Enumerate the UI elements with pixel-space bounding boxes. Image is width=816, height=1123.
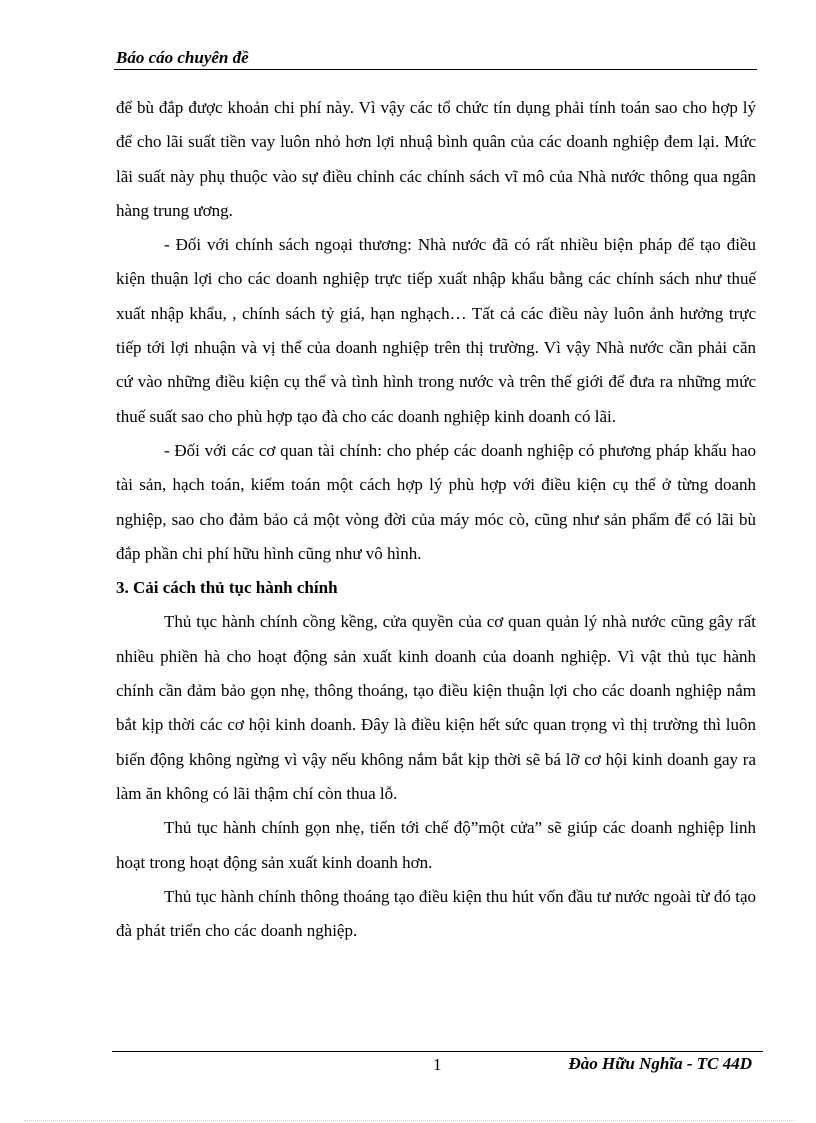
section-heading: 3. Cải cách thủ tục hành chính bbox=[116, 578, 338, 598]
document-body bbox=[116, 91, 756, 948]
header-divider bbox=[114, 69, 757, 70]
page-edge bbox=[24, 1120, 794, 1121]
footer-divider bbox=[112, 1051, 763, 1052]
section-paragraph-2: Thủ tục hành chính gọn nhẹ, tiến tới chế độ”một cửa” sẽ giúp các doanh nghiệp linh hoạt trong hoạt động sản xuất kinh doanh hơn. bbox=[116, 818, 756, 872]
running-header: Báo cáo chuyên đề bbox=[116, 48, 249, 67]
footer-author: Đào Hữu Nghĩa - TC 44D bbox=[568, 1054, 752, 1073]
body-paragraph-foreign-trade: - Đối với chính sách ngoại thương: Nhà nước đã có rất nhiều biện pháp để tạo điều kiện thuận lợi cho các doanh nghiệp trực tiếp xuất nhập khẩu bằng các chính sách như thuế xuất nhập khẩu, , chính sách tỷ giá, hạn nghạch… Tất cả các điều này luôn ảnh hưởng trực tiếp tới lợi nhuận và vị thế của doanh nghiệp trên thị trường. Vì vậy Nhà nước cần phải căn cứ vào những điều kiện cụ thể và tình hình trong nước và trên thế giới để đưa ra những mức thuế suất sao cho phù hợp tạo đà cho các doanh nghiệp kinh doanh có lãi. bbox=[116, 235, 756, 426]
section-paragraph-1: Thủ tục hành chính cồng kềng, cửa quyền của cơ quan quản lý nhà nước cũng gây rất nhiều phiền hà cho hoạt động sản xuất kinh doanh của doanh nghiệp. Vì vật thủ tục hành chính cần đảm bảo gọn nhẹ, thông thoáng, tạo điều kiện thuận lợi cho các doanh nghiệp nắm bắt kịp thời các cơ hội kinh doanh. Đây là điều kiện hết sức quan trọng vì thị trường thì luôn biến động không ngừng vì vậy nếu không nắm bắt kịp thời sẽ bá lỡ cơ hội kinh doanh gay ra làm ăn không có lãi thậm chí còn thua lỗ. bbox=[116, 612, 756, 803]
body-paragraph-continued: để bù đắp được khoản chi phí này. Vì vậy các tổ chức tín dụng phải tính toán sao cho hợp lý để cho lãi suất tiền vay luôn nhỏ hơn lợi nhuậ bình quân của các doanh nghiệp đem lại. Mức lãi suất này phụ thuộc vào sự điều chỉnh các chính sách vĩ mô của Nhà nước thông qua ngân hàng trung ương. bbox=[116, 98, 756, 220]
page-number: 1 bbox=[433, 1055, 442, 1074]
section-paragraph-3: Thủ tục hành chính thông thoáng tạo điều kiện thu hút vốn đầu tư nước ngoài từ đó tạo đà phát triển cho các doanh nghiệp. bbox=[116, 886, 756, 941]
body-paragraph-financial-agencies: - Đối với các cơ quan tài chính: cho phép các doanh nghiệp có phương pháp khấu hao tài sản, hạch toán, kiểm toán một cách hợp lý phù hợp với điều kiện cụ thể ở từng doanh nghiệp, sao cho đảm bảo cả một vòng đời của máy móc cò, cũng như sản phẩm để có lãi bù đắp phần chi phí hữu hình cũng như vô hình. bbox=[116, 440, 756, 563]
